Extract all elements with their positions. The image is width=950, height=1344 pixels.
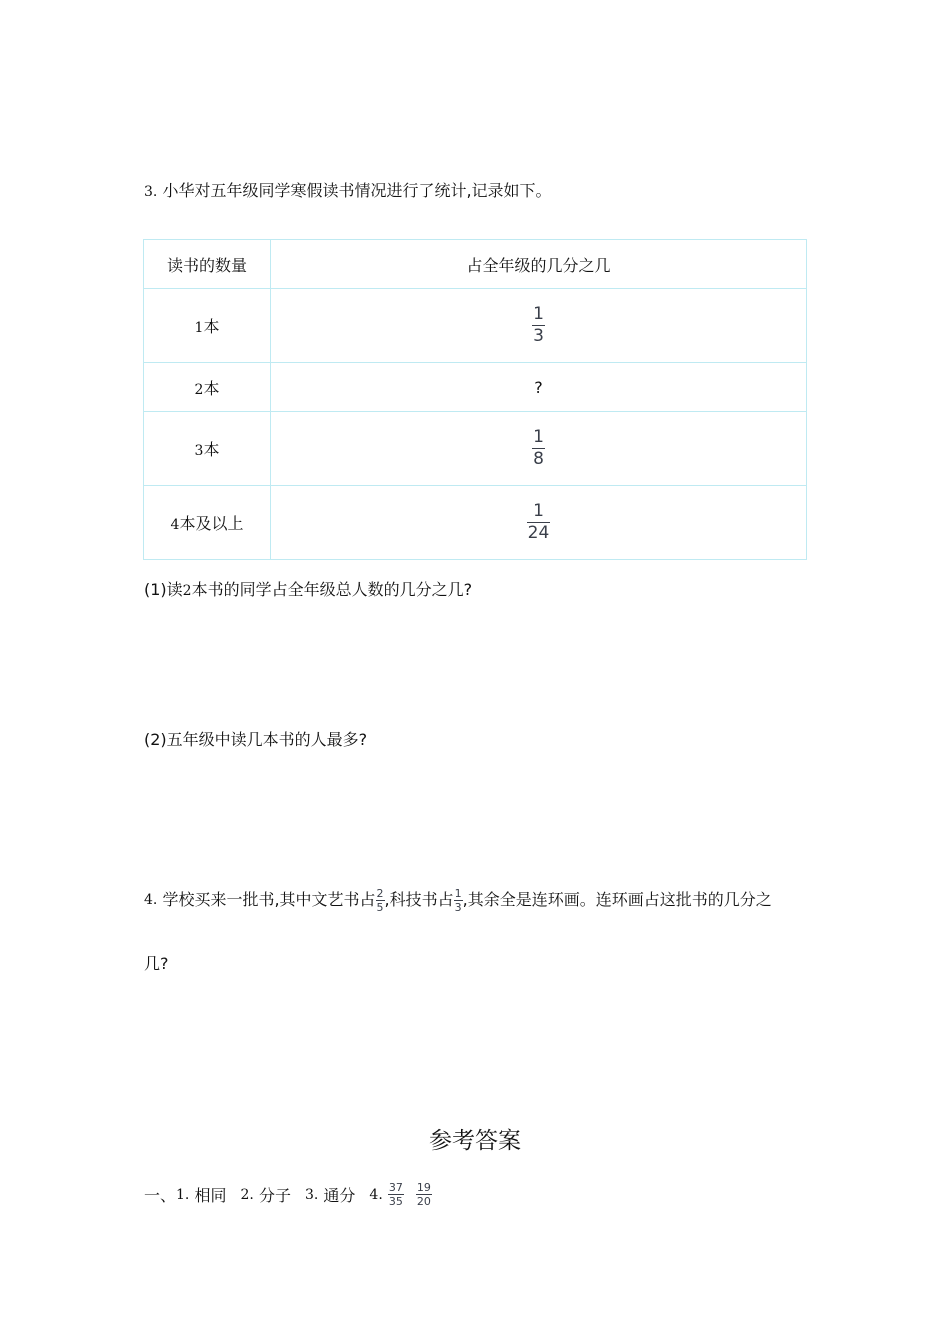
fraction-denominator: 24 <box>527 523 550 543</box>
answer-text: 通分 <box>323 1186 356 1205</box>
fraction <box>532 306 545 345</box>
fraction-denominator: 3 <box>454 900 462 914</box>
fraction-numerator: 37 <box>388 1181 403 1194</box>
fraction <box>532 429 545 468</box>
fraction-numerator: 1 <box>454 886 462 900</box>
count-unit: 本 <box>203 440 220 459</box>
count-cell <box>144 412 271 486</box>
count-cell <box>144 363 271 412</box>
answers-line <box>144 1182 432 1207</box>
fraction <box>388 1182 404 1207</box>
unknown-cell: ? <box>271 363 807 412</box>
fraction-numerator: 1 <box>533 304 544 324</box>
fraction <box>416 1182 432 1207</box>
fraction-numerator: 1 <box>533 427 544 447</box>
count-number: 2 <box>194 381 204 398</box>
question-text: ,科技书占 <box>384 890 454 909</box>
fraction-numerator: 1 <box>533 501 544 521</box>
sub-question-prefix: (1)读 <box>144 580 183 599</box>
table-row <box>144 486 807 560</box>
header-cell-count: 读书的数量 <box>144 240 271 289</box>
count-number: 4 <box>170 517 180 533</box>
table-row <box>144 289 807 363</box>
count-number: 1 <box>194 320 204 336</box>
answer-number: 2. <box>240 1186 254 1203</box>
count-unit: 本 <box>203 317 220 336</box>
fraction-numerator: 2 <box>376 886 384 900</box>
header-cell-fraction: 占全年级的几分之几 <box>271 240 807 289</box>
question-text: 小华对五年级同学寒假读书情况进行了统计,记录如下。 <box>162 181 552 200</box>
fraction-denominator: 35 <box>388 1195 403 1208</box>
answer-number: 3. <box>304 1186 319 1203</box>
answer-text: 相同 <box>194 1186 227 1205</box>
answer-number: 1. <box>176 1186 190 1203</box>
fraction-numerator: 19 <box>416 1181 431 1194</box>
question-3-title <box>144 181 552 202</box>
fraction-cell <box>271 412 807 486</box>
answers-title: 参考答案 <box>429 1128 521 1154</box>
table-header-row <box>144 240 807 289</box>
sub-question-number: 2 <box>182 583 192 599</box>
fraction-denominator: 20 <box>416 1195 431 1208</box>
answer-section-label: 一、 <box>144 1186 177 1205</box>
count-cell <box>144 289 271 363</box>
sub-question-text: 本书的同学占全年级总人数的几分之几? <box>191 580 473 599</box>
answer-number: 4. <box>369 1186 383 1203</box>
table-row <box>144 363 807 412</box>
fraction <box>454 888 463 913</box>
question-text: 学校买来一批书,其中文艺书占 <box>162 890 376 909</box>
fraction <box>527 503 551 542</box>
fraction-denominator: 8 <box>533 449 544 469</box>
fraction-cell <box>271 486 807 560</box>
question-text: ,其余全是连环画。连环画占这批书的几分之 <box>462 890 772 909</box>
question-4-line-1 <box>144 885 772 915</box>
question-number: 3. <box>144 184 158 200</box>
fraction-denominator: 5 <box>376 900 384 914</box>
fraction <box>376 888 385 913</box>
answer-text: 分子 <box>258 1186 291 1205</box>
question-number: 4. <box>144 892 158 908</box>
question-4-line-2: 几? <box>144 954 169 973</box>
count-cell <box>144 486 271 560</box>
fraction-denominator: 3 <box>533 326 544 346</box>
count-number: 3 <box>194 443 204 459</box>
reading-stats-table <box>143 239 807 560</box>
fraction-cell <box>271 289 807 363</box>
count-unit: 本 <box>203 378 220 398</box>
sub-question-2: (2)五年级中读几本书的人最多? <box>144 730 368 749</box>
table-row <box>144 412 807 486</box>
sub-question-1 <box>144 580 472 601</box>
count-unit: 本及以上 <box>179 514 244 533</box>
